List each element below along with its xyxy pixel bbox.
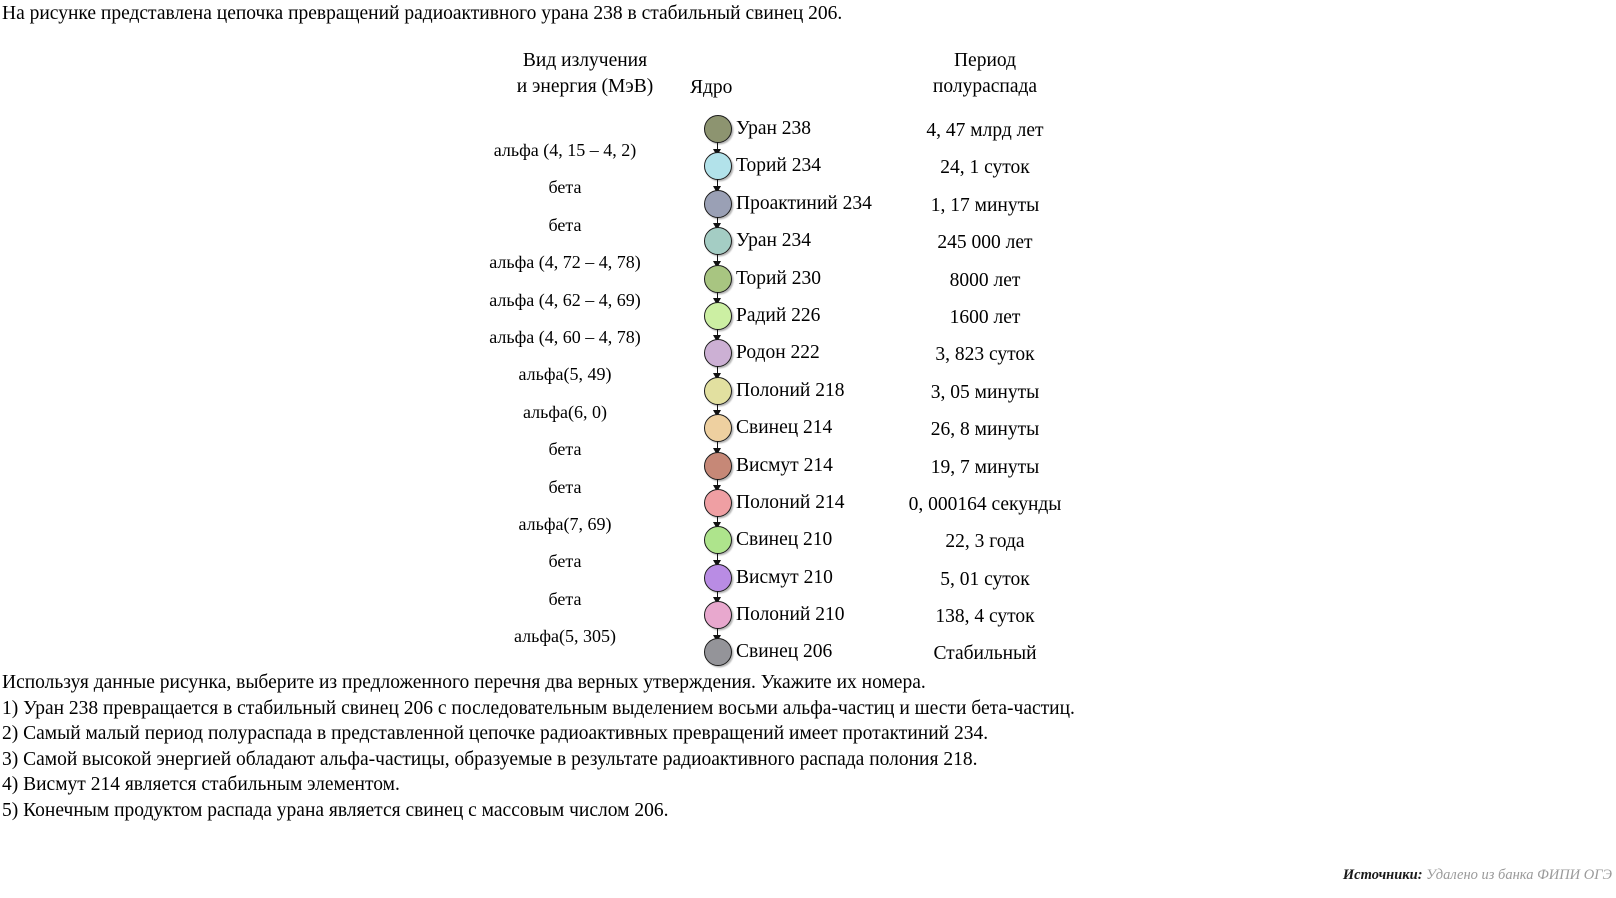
nucleus-label: Свинец 214	[736, 417, 833, 439]
decay-arrow-icon	[717, 254, 719, 265]
radiation-label: бета	[548, 588, 582, 609]
nucleus-label: Полоний 210	[736, 604, 845, 626]
column-header-radiation-line2: и энергия (МэВ)	[516, 76, 654, 97]
question-option-2[interactable]: 2) Самый малый период полураспада в представленной цепочке радиоактивных превращений имеет протактиний 234.	[2, 723, 989, 744]
chain-row	[0, 302, 1616, 347]
source-note	[1343, 867, 1612, 884]
intro-text: На рисунке представлена цепочка превращений радиоактивного урана 238 в стабильный свинец 206.	[2, 3, 843, 24]
halflife-value: 1600 лет	[949, 306, 1021, 328]
chain-rows	[0, 115, 1616, 676]
chain-row	[0, 452, 1616, 497]
chain-row	[0, 489, 1616, 534]
nucleus-circle	[704, 414, 732, 442]
halflife-value: 138, 4 суток	[935, 606, 1035, 628]
nucleus-circle	[704, 265, 732, 293]
nucleus-label: Полоний 214	[736, 491, 845, 513]
radiation-label: альфа(5, 305)	[514, 626, 616, 647]
chain-row	[0, 265, 1616, 310]
chain-row	[0, 526, 1616, 572]
nucleus-label: Торий 234	[736, 155, 821, 177]
decay-arrow-icon	[717, 142, 719, 153]
question-option-5[interactable]: 5) Конечным продуктом распада урана является свинец с массовым числом 206.	[2, 799, 669, 821]
radiation-label: альфа (4, 62 – 4, 69)	[489, 289, 641, 310]
halflife-value: 245 000 лет	[937, 232, 1033, 254]
halflife-value: 3, 823 суток	[935, 344, 1035, 366]
radiation-label: бета	[548, 177, 582, 198]
halflife-value: 26, 8 минуты	[930, 419, 1040, 441]
radiation-label: бета	[548, 476, 582, 497]
radiation-label: альфа (4, 72 – 4, 78)	[489, 252, 641, 273]
column-header-radiation	[460, 48, 710, 100]
decay-arrow-icon	[717, 292, 719, 303]
chain-row	[0, 152, 1616, 198]
halflife-value: 1, 17 минуты	[930, 194, 1040, 216]
halflife-value: 0, 000164 секунды	[908, 493, 1062, 515]
decay-arrow-icon	[717, 366, 719, 377]
radiation-label: альфа(7, 69)	[518, 513, 612, 534]
radiation-label: альфа(6, 0)	[523, 401, 607, 422]
radiation-label: бета	[548, 214, 582, 235]
decay-chain-diagram	[0, 40, 1616, 665]
halflife-value: 3, 05 минуты	[930, 381, 1040, 403]
nucleus-label: Торий 230	[736, 267, 821, 289]
nucleus-circle	[704, 452, 732, 480]
nucleus-circle	[704, 115, 732, 143]
nucleus-label: Уран 234	[736, 230, 812, 252]
decay-arrow-icon	[717, 217, 719, 228]
nucleus-circle	[704, 489, 732, 517]
nucleus-label: Уран 238	[736, 118, 812, 139]
question-option-1[interactable]: 1) Уран 238 превращается в стабильный свинец 206 с последовательным выделением восьми альфа-частиц и шести бета-частиц.	[2, 697, 1075, 719]
halflife-value: 24, 1 суток	[940, 157, 1030, 179]
chain-row	[0, 564, 1616, 609]
nucleus-label: Свинец 206	[736, 641, 833, 663]
decay-arrow-icon	[717, 628, 719, 639]
chain-row	[0, 115, 1616, 160]
radiation-label: альфа (4, 60 – 4, 78)	[489, 326, 641, 347]
nucleus-circle	[704, 339, 732, 367]
decay-arrow-icon	[717, 329, 719, 340]
question-option-4[interactable]: 4) Висмут 214 является стабильным элементом.	[2, 774, 400, 795]
decay-arrow-icon	[717, 516, 719, 527]
decay-arrow-icon	[717, 179, 719, 190]
decay-arrow-icon	[717, 441, 719, 452]
decay-arrow-icon	[717, 553, 719, 564]
nucleus-circle	[704, 302, 732, 330]
column-header-nucleus: Ядро	[690, 77, 733, 98]
nucleus-label: Свинец 210	[736, 529, 833, 551]
radiation-label: бета	[548, 551, 582, 572]
radiation-label: бета	[548, 439, 582, 460]
nucleus-label: Висмут 214	[736, 454, 833, 476]
chain-row	[0, 414, 1616, 460]
nucleus-circle	[704, 526, 732, 554]
nucleus-circle	[704, 377, 732, 405]
halflife-value: Стабильный	[933, 643, 1037, 665]
nucleus-circle	[704, 564, 732, 592]
halflife-value: 5, 01 суток	[940, 568, 1030, 590]
column-header-halflife	[860, 48, 1110, 100]
question-option-3[interactable]: 3) Самой высокой энергией обладают альфа-частицы, образуемые в результате радиоактивного распада полония 218.	[2, 748, 978, 770]
radiation-label: альфа (4, 15 – 4, 2)	[493, 140, 637, 160]
decay-arrow-icon	[717, 591, 719, 602]
column-header-radiation-line1: Вид излучения	[522, 50, 648, 71]
chain-row	[0, 377, 1616, 422]
chain-row	[0, 601, 1616, 647]
nucleus-circle	[704, 190, 732, 218]
source-value: Удалено из банка ФИПИ ОГЭ	[1426, 867, 1612, 883]
column-header-halflife-line2: полураспада	[932, 76, 1038, 97]
decay-arrow-icon	[717, 479, 719, 490]
nucleus-circle	[704, 601, 732, 629]
halflife-value: 8000 лет	[949, 269, 1021, 291]
question-prompt: Используя данные рисунка, выберите из предложенного перечня два верных утверждения. Укажите их номера.	[2, 672, 926, 693]
nucleus-label: Полоний 218	[736, 379, 845, 401]
halflife-value: 19, 7 минуты	[930, 456, 1040, 478]
halflife-value: 4, 47 млрд лет	[926, 120, 1044, 141]
halflife-value: 22, 3 года	[945, 531, 1025, 553]
nucleus-label: Проактиний 234	[736, 192, 872, 214]
chain-row	[0, 227, 1616, 273]
nucleus-circle	[704, 227, 732, 255]
radiation-label: альфа(5, 49)	[518, 364, 612, 385]
nucleus-circle	[704, 152, 732, 180]
nucleus-label: Висмут 210	[736, 566, 833, 588]
nucleus-circle	[704, 638, 732, 666]
nucleus-label: Родон 222	[736, 342, 820, 364]
nucleus-label: Радий 226	[736, 304, 821, 326]
decay-arrow-icon	[717, 404, 719, 415]
chain-row	[0, 339, 1616, 385]
source-label: Источники:	[1342, 867, 1423, 883]
chain-row	[0, 190, 1616, 235]
column-header-halflife-line1: Период	[953, 50, 1017, 71]
